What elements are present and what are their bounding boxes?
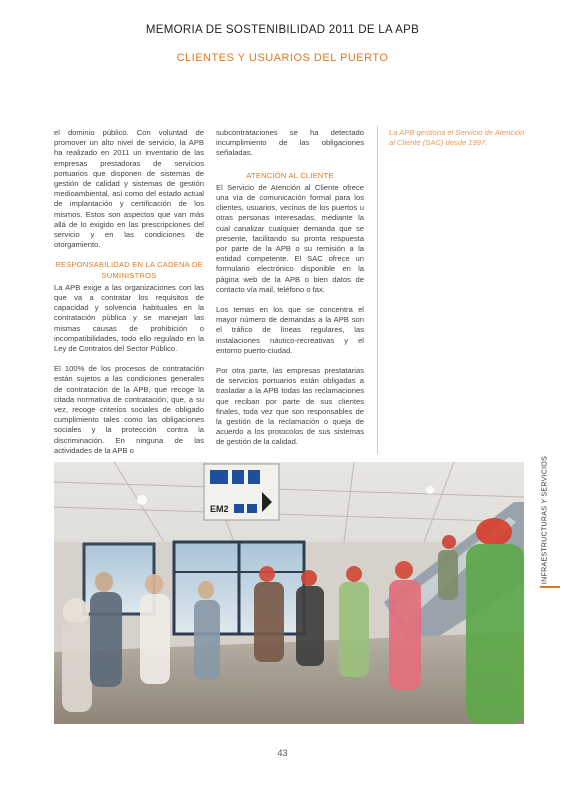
paragraph: Los temas en los que se concentra el mayor número de demandas a la APB son el tráfico de líneas regulares, las instalaciones náutico-recreativas y el entorno puerto-ciudad. [216, 305, 364, 355]
text-column-1 [54, 128, 204, 466]
terminal-photo [54, 462, 524, 724]
paragraph: Por otra parte, las empresas prestatarias de servicios portuarios están obligadas a trasladar a la APB todas las reclamaciones que reciban por parte de sus clientes finales, toda vez que son responsables de la gestión de la reclamación o queja de acuerdo a los protocolos de sus sistemas de gestión de la calidad. [216, 366, 364, 447]
side-tab-label: INFRAESTRUCTURAS Y SERVICIOS [541, 455, 549, 585]
paragraph: El 100% de los procesos de contratación están sujetos a las condiciones generales de contratación de la APB, que recoge la citada normativa de contratación, que, a su vez, recoge criterios sociales de obligado cumplimiento tales como las obligaciones sociales y la protección contra la discriminación. En ninguna de las actividades de la APB o [54, 364, 204, 455]
text-column-2 [216, 128, 364, 458]
side-tab-marker [540, 586, 560, 588]
paragraph: El Servicio de Atención al Cliente ofrece una vía de comunicación formal para los clientes, usuarios, vecinos de los puertos u otras personas interesadas, mediante la cual canalizar cualquier demanda que se presente, facilitando su pronta respuesta por parte de la APB o su remisión a la entidad competente. El SAC ofrece un formulario electrónico disponible en la página web de la APB o bien datos de contacto vía mail, teléfono o fax. [216, 182, 364, 294]
subheading-supply-chain: RESPONSABILIDAD EN LA CADENA DE SUMINISTROS [55, 260, 203, 280]
subheading-customer-service: ATENCIÓN AL CLIENTE [246, 170, 334, 180]
sign-label: EM2 [210, 504, 229, 514]
paragraph: La APB exige a las organizaciones con las que va a contratar los requisitos de capacidad y solvencia habituales en la contratación pública y se manejan las mismas causas de prohibición o incompatibilidades, todo ello regulado en la Ley de Contratos del Sector Público. [54, 282, 204, 354]
sidenote: La APB gestiona el Servicio de Atención al Cliente (SAC) desde 1997. [389, 128, 525, 148]
column-divider [377, 126, 378, 454]
page-number: 43 [277, 748, 288, 758]
paragraph: subcontrataciones se ha detectado incumplimiento de las obligaciones señaladas. [216, 128, 364, 158]
section-side-tab [538, 454, 552, 586]
section-title: CLIENTES Y USUARIOS DEL PUERTO [176, 52, 389, 64]
paragraph: el dominio público. Con voluntad de promover un alto nivel de servicio, la APB ha realizado en 2011 un inventario de las empresas prestadoras de servicios portuarios que disponen de sistemas de gestión de calidad y sistemas de gestión medioambiental, así como del estado actual de implantación y certificación de los mismos. Estos son aspectos que van más allá de lo exigido en las prescripciones del servicio y en las condiciones de otorgamiento. [54, 128, 204, 250]
document-title: MEMORIA DE SOSTENIBILIDAD 2011 DE LA APB [145, 24, 420, 36]
